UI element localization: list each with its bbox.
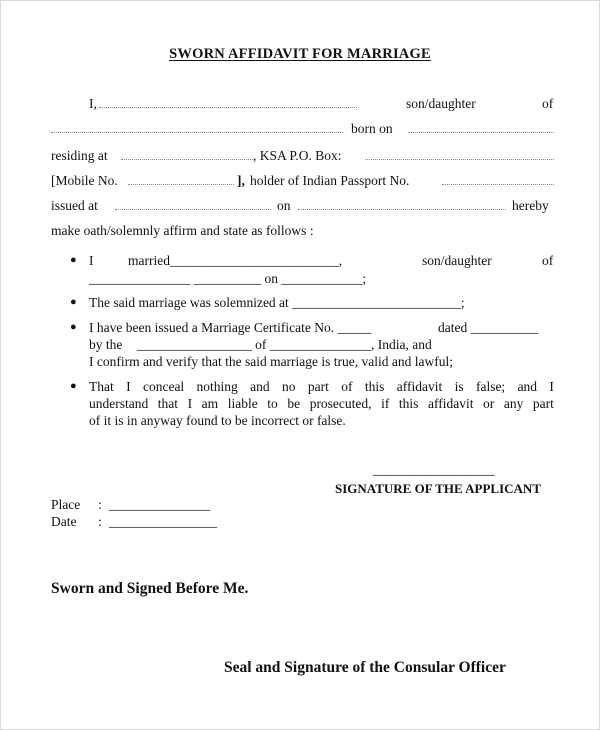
born-on-label: born on	[351, 121, 393, 136]
b1-line2: _______________ __________ on ____________;	[89, 271, 367, 286]
document-title: SWORN AFFIDAVIT FOR MARRIAGE	[169, 46, 431, 62]
place-sep: :	[98, 497, 102, 512]
b3-issued: I have been issued a Marriage Certificate No. _____	[89, 320, 372, 335]
place-label: Place	[51, 497, 81, 512]
bullet-2: ●	[70, 296, 77, 308]
name-blank[interactable]	[99, 107, 357, 108]
b1-i: I	[89, 253, 94, 268]
b3-by-the: by the	[89, 337, 123, 352]
word: affidavit	[396, 379, 443, 394]
word: I	[549, 379, 554, 394]
i-label: I,	[89, 96, 97, 111]
b4-line1	[89, 378, 554, 395]
word: and	[517, 379, 538, 394]
b1-son-daughter: son/daughter	[422, 253, 492, 268]
word: nothing	[196, 379, 238, 394]
issue-date-blank[interactable]	[298, 209, 506, 210]
ksa-po-box-label: , KSA P.O. Box:	[253, 148, 342, 163]
b4-line3: of it is in anyway found to be incorrect or false.	[89, 413, 346, 428]
date-sep: :	[98, 514, 102, 529]
word: and	[250, 379, 270, 394]
signature-line[interactable]: __________________	[373, 462, 495, 477]
b4-line2	[89, 395, 554, 412]
b2-text: The said marriage was solemnized at _________________________;	[89, 295, 465, 310]
word: I	[126, 379, 131, 394]
b1-of: of	[542, 253, 554, 268]
word: of	[341, 379, 353, 394]
word: or	[483, 396, 495, 411]
affirm-statement: make oath/solemnly affirm and state as follows :	[51, 223, 314, 238]
on-label: on	[277, 198, 291, 213]
son-daughter-label: son/daughter	[406, 96, 476, 111]
bullet-1: ●	[70, 254, 77, 266]
word: that	[157, 396, 179, 411]
b1-married: married_________________________,	[128, 253, 343, 268]
residence-blank[interactable]	[121, 159, 253, 160]
bracket-close: ],	[237, 173, 245, 188]
mobile-no-label: [Mobile No.	[51, 173, 118, 188]
mobile-no-blank[interactable]	[128, 184, 234, 185]
passport-no-blank[interactable]	[442, 184, 554, 185]
birth-date-blank[interactable]	[408, 132, 554, 133]
word: part	[307, 379, 329, 394]
consular-seal-label: Seal and Signature of the Consular Officer	[224, 659, 506, 676]
bullet-3: ●	[70, 321, 77, 333]
word: liable	[227, 396, 258, 411]
word: to	[267, 396, 278, 411]
word: no	[282, 379, 296, 394]
word: part	[532, 396, 554, 411]
word: be	[287, 396, 301, 411]
issued-at-label: issued at	[51, 198, 98, 213]
po-box-blank[interactable]	[365, 159, 554, 160]
word: am	[201, 396, 219, 411]
word: conceal	[142, 379, 185, 394]
word: understand	[89, 396, 149, 411]
place-blank[interactable]: _______________	[109, 497, 211, 512]
word: prosecuted,	[309, 396, 372, 411]
b3-of: _________________ of _______________, India, and	[137, 337, 432, 352]
parent-name-blank[interactable]	[51, 132, 343, 133]
of-label: of	[542, 96, 554, 111]
word: is	[454, 379, 464, 394]
word: false;	[475, 379, 506, 394]
b3-confirm: I confirm and verify that the said marriage is true, valid and lawful;	[89, 354, 453, 369]
sworn-statement: Sworn and Signed Before Me.	[51, 580, 249, 597]
b3-dated: dated __________	[438, 320, 539, 335]
word: any	[503, 396, 524, 411]
issued-at-blank[interactable]	[115, 209, 271, 210]
date-blank[interactable]: ________________	[109, 514, 217, 529]
bullet-4: ●	[70, 380, 77, 392]
word: this	[364, 379, 385, 394]
word: I	[187, 396, 193, 411]
word: affidavit	[428, 396, 474, 411]
date-label: Date	[51, 514, 77, 529]
word: this	[398, 396, 419, 411]
signature-label: SIGNATURE OF THE APPLICANT	[335, 481, 541, 496]
holder-passport-label: holder of Indian Passport No.	[250, 173, 410, 188]
word: if	[381, 396, 390, 411]
hereby-label: hereby	[512, 198, 549, 213]
word: That	[89, 379, 114, 394]
residing-at-label: residing at	[51, 148, 108, 163]
